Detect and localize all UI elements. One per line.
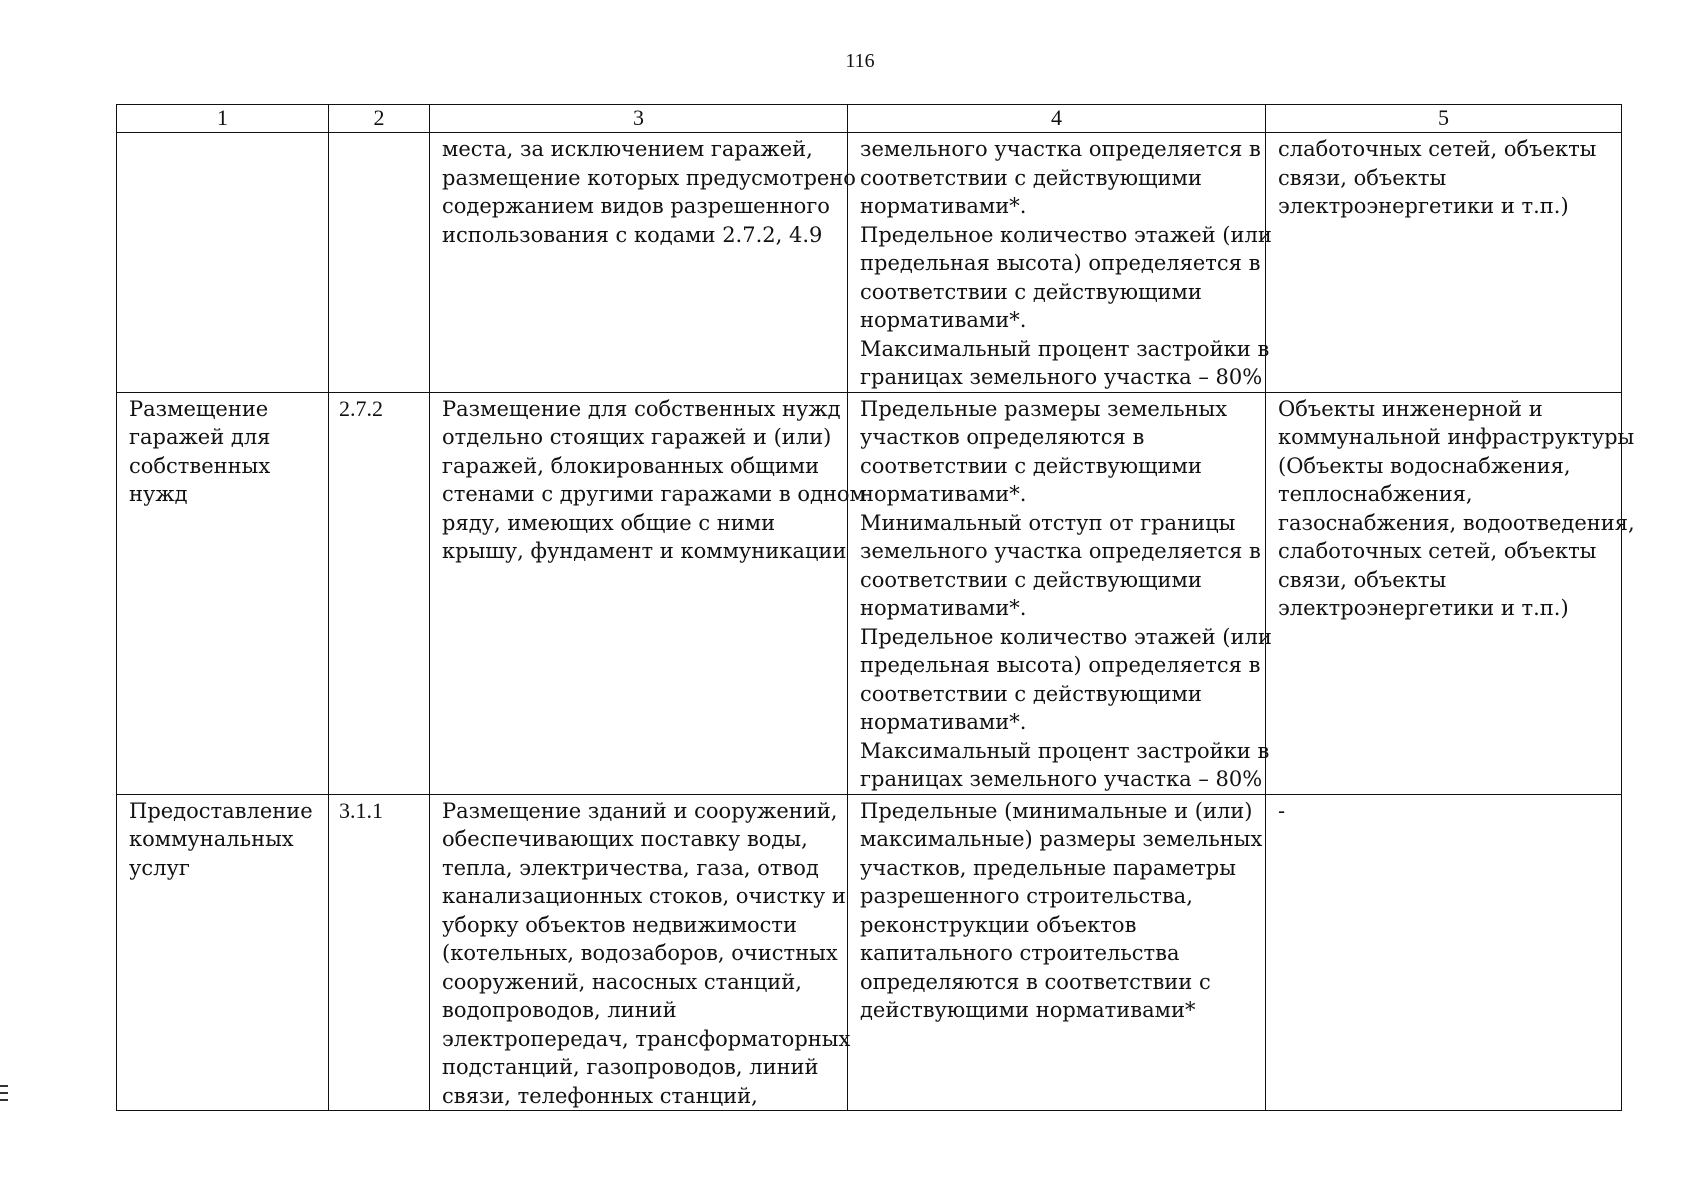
text-line: электроэнергетики и т.п.) [1278, 194, 1569, 218]
text-line: разрешенного строительства, [860, 884, 1193, 908]
use-code-cell [329, 133, 430, 393]
text-line: связи, объекты [1278, 165, 1447, 190]
text-line: нормативами*. [860, 308, 1027, 332]
scan-artifact [0, 1092, 8, 1094]
text-line: реконструкции объектов [860, 912, 1137, 937]
text-line: отдельно стоящих гаражей и (или) [442, 425, 832, 449]
text-line: подстанций, газопроводов, линий [442, 1055, 819, 1079]
text-line: слаботочных сетей, объекты [1278, 137, 1597, 161]
text-line: соответствии с действующими [860, 279, 1202, 304]
table-row [117, 794, 1622, 1111]
column-header-1: 1 [117, 105, 329, 133]
text-line: размещение которых предусмотрено [442, 165, 856, 190]
text-line: соответствии с действующими [860, 453, 1202, 478]
text-line: тепла, электричества, газа, отвод [442, 855, 819, 880]
text-line: электропередач, трансформаторных [442, 1026, 851, 1051]
text-line: земельного участка определяется в [860, 137, 1261, 161]
text-line: Объекты инженерной и [1278, 396, 1543, 421]
column-header-5: 5 [1266, 105, 1622, 133]
auxiliary-uses-cell [1266, 794, 1622, 1111]
text-line: электроэнергетики и т.п.) [1278, 596, 1569, 620]
text-line: Минимальный отступ от границы [860, 510, 1236, 535]
text-line: Максимальный процент застройки в [860, 738, 1270, 763]
text-line: коммунальной инфраструктуры [1278, 425, 1635, 449]
text-line: соответствии с действующими [860, 165, 1202, 190]
text-line: Предельное количество этажей (или [860, 624, 1272, 649]
text-line: - [1278, 798, 1286, 823]
use-code-cell: 3.1.1 [329, 794, 430, 1111]
text-line: соответствии с действующими [860, 567, 1202, 592]
text-line: определяются в соответствии с [860, 969, 1211, 994]
text-line: теплоснабжения, [1278, 482, 1473, 506]
text-line: нормативами*. [860, 596, 1027, 620]
text-line: соответствии с действующими [860, 681, 1202, 706]
text-line: Предельное количество этажей (или [860, 222, 1272, 247]
building-parameters-cell [848, 392, 1272, 794]
zoning-regulations-table [116, 104, 1635, 1111]
text-line: (котельных, водозаборов, очистных [442, 941, 838, 965]
text-line: капитального строительства [860, 941, 1180, 965]
text-line: стенами с другими гаражами в одном [442, 482, 866, 506]
text-line: нормативами*. [860, 194, 1027, 218]
table-row [117, 133, 1622, 393]
text-line: газоснабжения, водоотведения, [1278, 510, 1635, 535]
text-line: нормативами*. [860, 482, 1027, 506]
table-row [117, 392, 1622, 794]
use-type-name-cell: Предоставление коммунальных услуг [117, 794, 329, 1111]
page-number: 116 [845, 50, 875, 72]
text-line: (Объекты водоснабжения, [1278, 453, 1571, 478]
text-line: использования с кодами 2.7.2, 4.9 [442, 222, 823, 247]
text-line: нормативами*. [860, 710, 1027, 734]
text-line: ряду, имеющих общие с ними [442, 510, 776, 535]
text-line: границах земельного участка – 80% [860, 767, 1263, 791]
text-line: Максимальный процент застройки в [860, 336, 1270, 361]
use-description-cell [430, 392, 866, 794]
text-line: земельного участка определяется в [860, 539, 1261, 563]
text-line: гаражей, блокированных общими [442, 453, 820, 478]
auxiliary-uses-cell [1266, 133, 1622, 393]
text-line: участков, предельные параметры [860, 855, 1236, 880]
text-line: участков определяются в [860, 425, 1145, 449]
use-type-name-cell [117, 133, 329, 393]
text-line: содержанием видов разрешенного [442, 194, 830, 218]
column-header-4: 4 [848, 105, 1266, 133]
text-line: крышу, фундамент и коммуникации [442, 539, 847, 563]
text-line: Размещение для собственных нужд [442, 396, 841, 421]
auxiliary-uses-cell [1266, 392, 1635, 794]
text-line: связи, телефонных станций, [442, 1083, 758, 1108]
text-line: Предельные (минимальные и (или) [860, 798, 1253, 823]
use-description-cell [430, 794, 851, 1111]
text-line: связи, объекты [1278, 567, 1447, 592]
text-line: максимальные) размеры земельных [860, 827, 1263, 851]
column-header-2: 2 [329, 105, 430, 133]
use-code-cell: 2.7.2 [329, 392, 430, 794]
text-line: уборку объектов недвижимости [442, 912, 798, 937]
text-line: Размещение зданий и сооружений, [442, 798, 838, 823]
text-line: действующими нормативами* [860, 998, 1196, 1022]
building-parameters-cell [848, 133, 1272, 393]
text-line: канализационных стоков, очистку и [442, 884, 846, 908]
scan-artifact [0, 1099, 8, 1101]
column-number-header-row [117, 105, 1622, 133]
building-parameters-cell [848, 794, 1266, 1111]
text-line: сооружений, насосных станций, [442, 969, 802, 994]
text-line: Предельные размеры земельных [860, 396, 1228, 421]
scan-artifact [0, 1085, 8, 1087]
use-description-cell [430, 133, 856, 393]
text-line: слаботочных сетей, объекты [1278, 539, 1597, 563]
text-line: места, за исключением гаражей, [442, 137, 813, 161]
column-header-3: 3 [430, 105, 848, 133]
text-line: водопроводов, линий [442, 998, 677, 1022]
text-line: обеспечивающих поставку воды, [442, 827, 808, 851]
text-line: предельная высота) определяется в [860, 251, 1261, 275]
text-line: границах земельного участка – 80% [860, 365, 1263, 389]
text-line: предельная высота) определяется в [860, 653, 1261, 677]
use-type-name-cell: Размещение гаражей для собственных нужд [117, 392, 329, 794]
